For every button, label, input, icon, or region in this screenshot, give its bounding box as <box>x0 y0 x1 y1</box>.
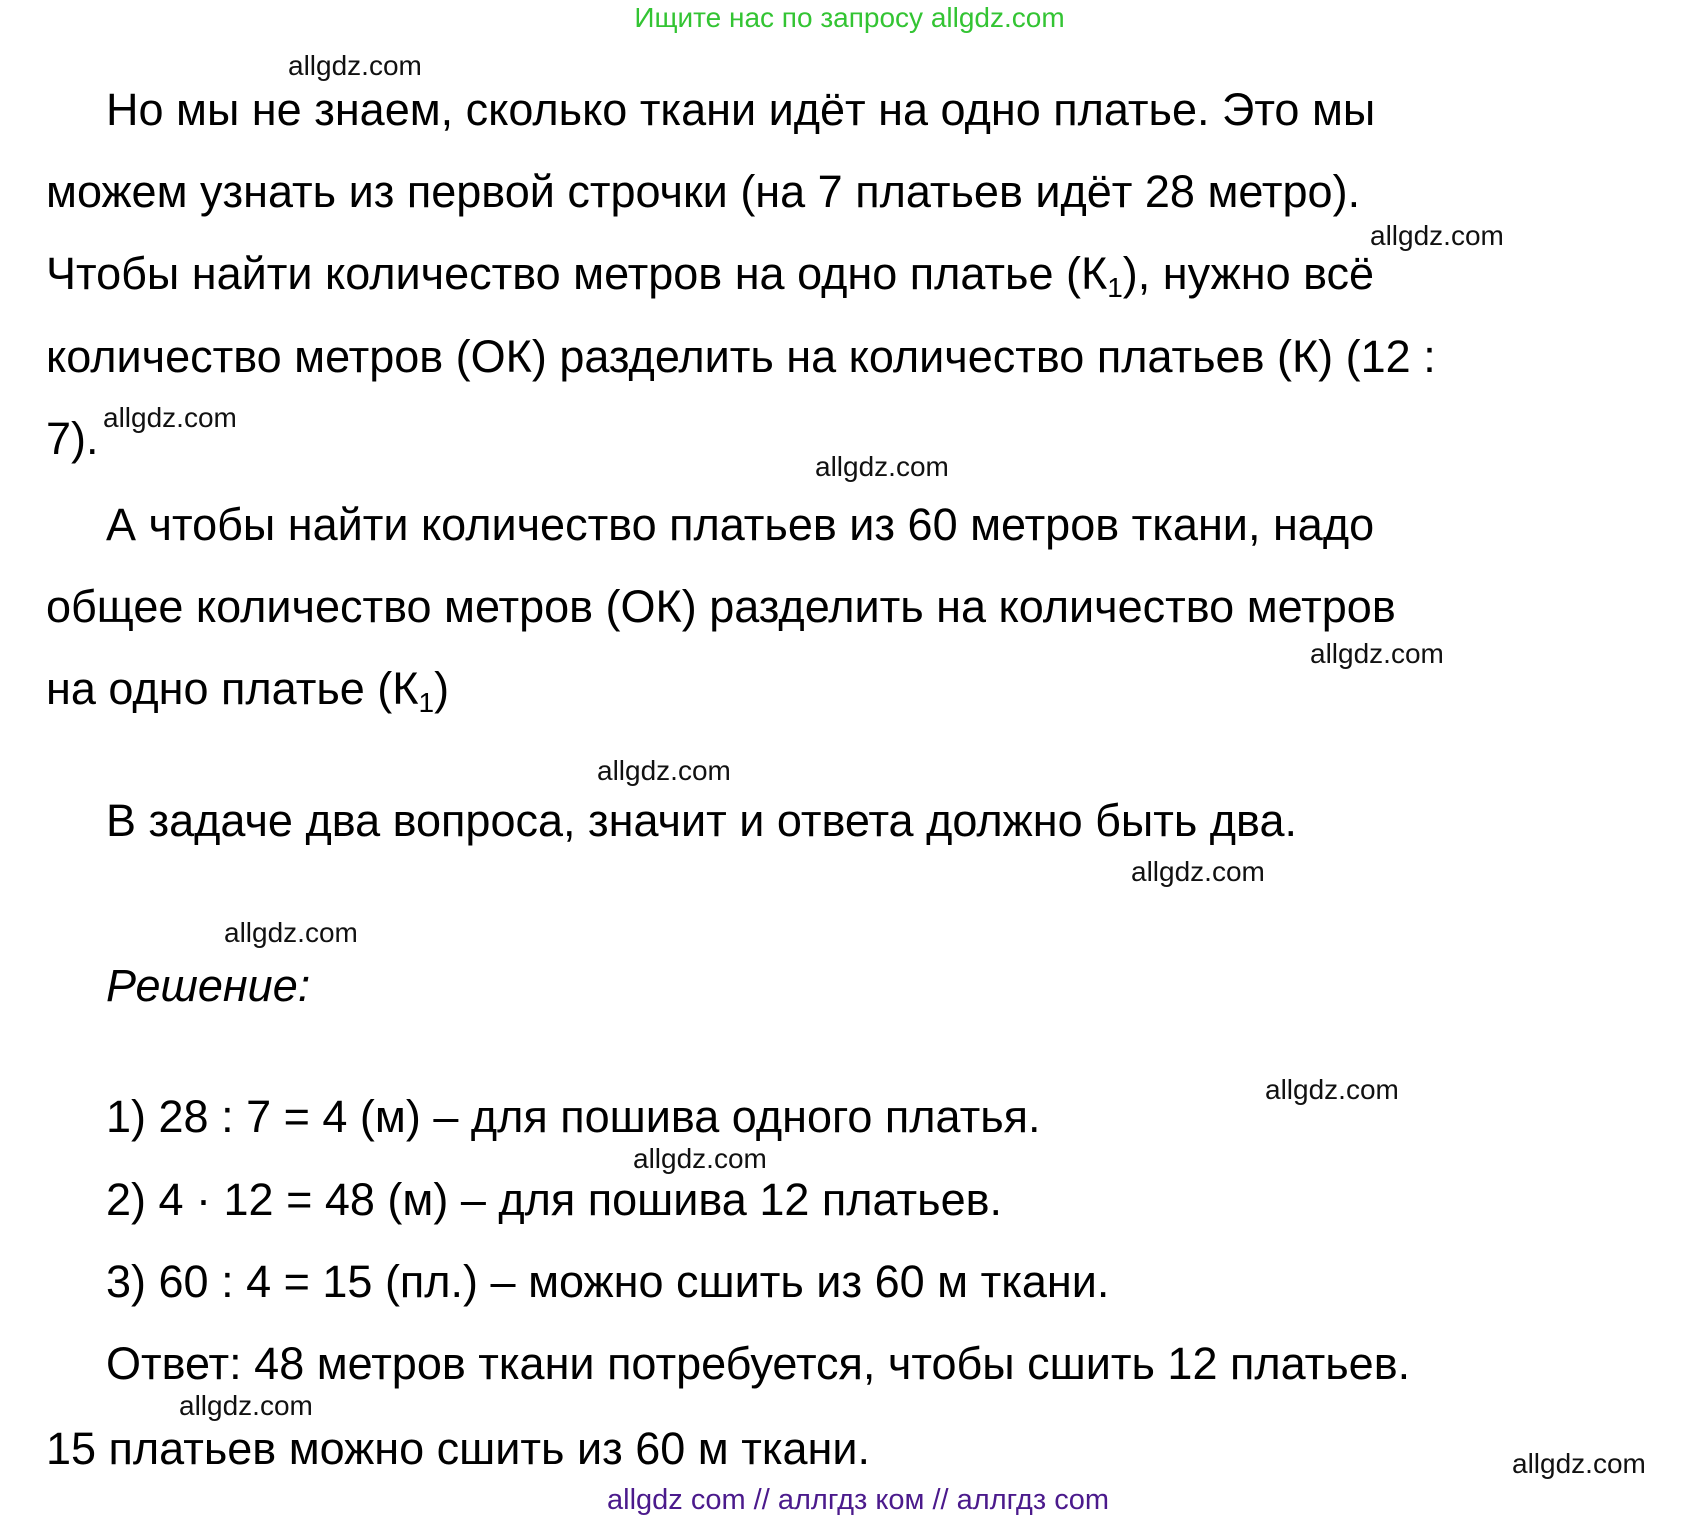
watermark: allgdz.com <box>597 755 731 786</box>
solution-step: 3) 60 : 4 = 15 (пл.) – можно сшить из 60 м ткани. <box>106 1256 1110 1307</box>
text-line: общее количество метров (ОК) разделить на количество метров <box>46 581 1396 632</box>
text-line <box>46 661 449 717</box>
text-segment: ), нужно всё <box>1122 248 1375 299</box>
text-line: Но мы не знаем, сколько ткани идёт на одно платье. Это мы <box>106 84 1376 135</box>
watermark: allgdz.com <box>1310 638 1444 669</box>
search-hint-banner: Ищите нас по запросу allgdz.com <box>634 2 1065 33</box>
watermark: allgdz.com <box>815 451 949 482</box>
watermark: allgdz.com <box>288 50 422 81</box>
answer-line: Ответ: 48 метров ткани потребуется, чтобы сшить 12 платьев. <box>106 1338 1411 1389</box>
solution-step: 1) 28 : 7 = 4 (м) – для пошива одного платья. <box>106 1091 1041 1142</box>
footer-watermark: allgdz com // аллгдз ком // аллгдз com <box>607 1484 1109 1516</box>
text-line <box>46 246 1374 302</box>
subscript: 1 <box>1107 272 1123 303</box>
text-segment: ) <box>434 663 450 714</box>
watermark: allgdz.com <box>179 1390 313 1421</box>
text-line: можем узнать из первой строчки (на 7 платьев идёт 28 метро). <box>46 166 1361 217</box>
text-segment: Чтобы найти количество метров на одно платье (К <box>46 248 1108 299</box>
watermark: allgdz.com <box>1131 856 1265 887</box>
text-line: А чтобы найти количество платьев из 60 метров ткани, надо <box>106 499 1375 550</box>
text-line: количество метров (ОК) разделить на количество платьев (К) (12 : <box>46 331 1436 382</box>
solution-step: 2) 4 · 12 = 48 (м) – для пошива 12 платьев. <box>106 1174 1003 1225</box>
watermark: allgdz.com <box>103 402 237 433</box>
watermark: allgdz.com <box>1512 1448 1646 1479</box>
text-line: 7). <box>46 413 99 464</box>
answer-line: 15 платьев можно сшить из 60 м ткани. <box>46 1423 871 1474</box>
watermark: allgdz.com <box>633 1143 767 1174</box>
text-line: В задаче два вопроса, значит и ответа должно быть два. <box>106 795 1297 846</box>
watermark: allgdz.com <box>1265 1074 1399 1105</box>
subscript: 1 <box>418 687 435 718</box>
watermark: allgdz.com <box>224 917 358 948</box>
solution-heading: Решение: <box>106 960 311 1011</box>
watermark: allgdz.com <box>1370 220 1504 251</box>
text-segment: на одно платье (К <box>46 663 419 714</box>
